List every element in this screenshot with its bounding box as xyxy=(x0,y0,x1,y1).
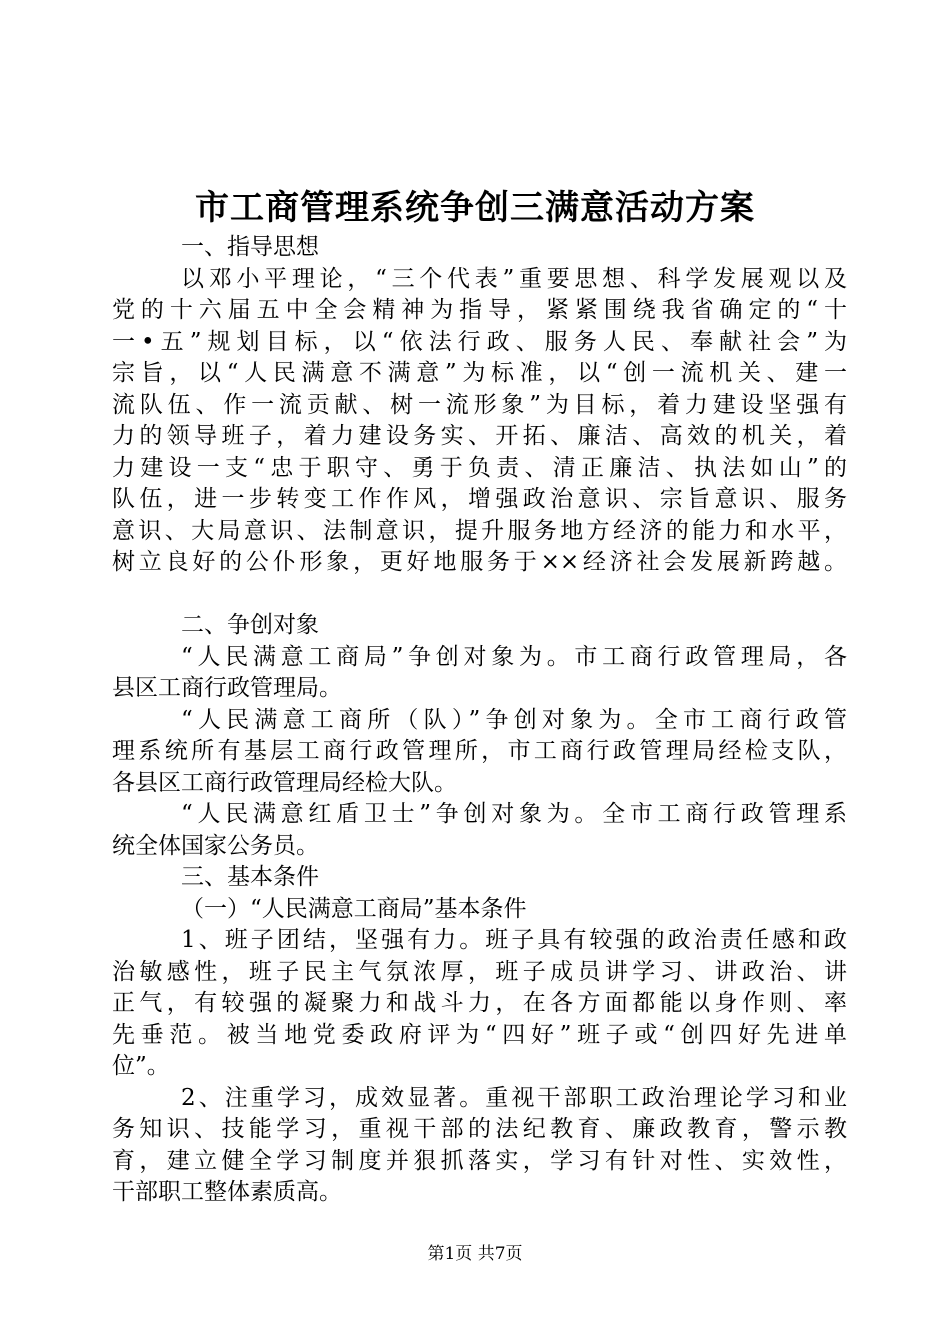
paragraph-line: 力的领导班子，着力建设务实、开拓、廉洁、高效的机关，着 xyxy=(112,423,847,449)
section-heading-candidates: 二、争创对象 xyxy=(181,612,319,638)
paragraph-line: 各县区工商行政管理局经检大队。 xyxy=(112,769,457,796)
paragraph-line: 位”。 xyxy=(112,1053,170,1079)
paragraph-line: 队伍，进一步转变工作作风，增强政治意识、宗旨意识、服务 xyxy=(112,486,847,512)
section-heading-basic-conditions: 三、基本条件 xyxy=(181,864,319,890)
paragraph-line: 1、班子团结，坚强有力。班子具有较强的政治责任感和政 xyxy=(181,927,847,953)
paragraph-line: “人民满意工商局”争创对象为。市工商行政管理局，各 xyxy=(181,643,847,670)
paragraph-line: “人民满意红盾卫士”争创对象为。全市工商行政管理系 xyxy=(181,801,847,827)
paragraph-line: 正气，有较强的凝聚力和战斗力，在各方面都能以身作则、率 xyxy=(112,990,847,1016)
paragraph-line: 先垂范。被当地党委政府评为“四好”班子或“创四好先进单 xyxy=(112,1021,847,1048)
blank-line xyxy=(112,579,847,611)
paragraph-line: 意识、大局意识、法制意识，提升服务地方经济的能力和水平， xyxy=(112,517,847,544)
document-title: 市工商管理系统争创三满意活动方案 xyxy=(195,188,755,228)
paragraph-line: 县区工商行政管理局。 xyxy=(112,675,342,701)
paragraph-line: 理系统所有基层工商行政管理所，市工商行政管理局经检支队， xyxy=(112,738,847,764)
subsection-heading: （一）“人民满意工商局”基本条件 xyxy=(181,895,527,922)
page-footer: 第1页 共7页 xyxy=(427,1244,523,1264)
paragraph-line: “人民满意工商所（队）”争创对象为。全市工商行政管 xyxy=(181,706,847,733)
paragraph-line: 务知识、技能学习，重视干部的法纪教育、廉政教育，警示教 xyxy=(112,1116,847,1142)
document-body xyxy=(112,232,847,1209)
section-heading-guiding-thought: 一、指导思想 xyxy=(181,234,319,260)
paragraph-line: 宗旨，以“人民满意不满意”为标准，以“创一流机关、建一 xyxy=(112,360,847,386)
paragraph-line: 育，建立健全学习制度并狠抓落实，学习有针对性、实效性， xyxy=(112,1147,847,1174)
paragraph-line: 流队伍、作一流贡献、树一流形象”为目标，着力建设坚强有 xyxy=(112,391,847,418)
paragraph-line: 2、注重学习，成效显著。重视干部职工政治理论学习和业 xyxy=(181,1084,847,1111)
paragraph-line: 干部职工整体素质高。 xyxy=(112,1179,342,1205)
paragraph-line: 树立良好的公仆形象，更好地服务于××经济社会发展新跨越。 xyxy=(112,549,847,575)
paragraph-line: 力建设一支“忠于职守、勇于负责、清正廉洁、执法如山”的 xyxy=(112,454,847,481)
paragraph-line: 统全体国家公务员。 xyxy=(112,832,319,859)
paragraph-line: 治敏感性，班子民主气氛浓厚，班子成员讲学习、讲政治、讲 xyxy=(112,958,847,985)
paragraph-line: 一•五”规划目标，以“依法行政、服务人民、奉献社会”为 xyxy=(112,328,847,355)
paragraph-line: 以邓小平理论，“三个代表”重要思想、科学发展观以及 xyxy=(181,265,847,292)
paragraph-line: 党的十六届五中全会精神为指导，紧紧围绕我省确定的“十 xyxy=(112,297,847,323)
